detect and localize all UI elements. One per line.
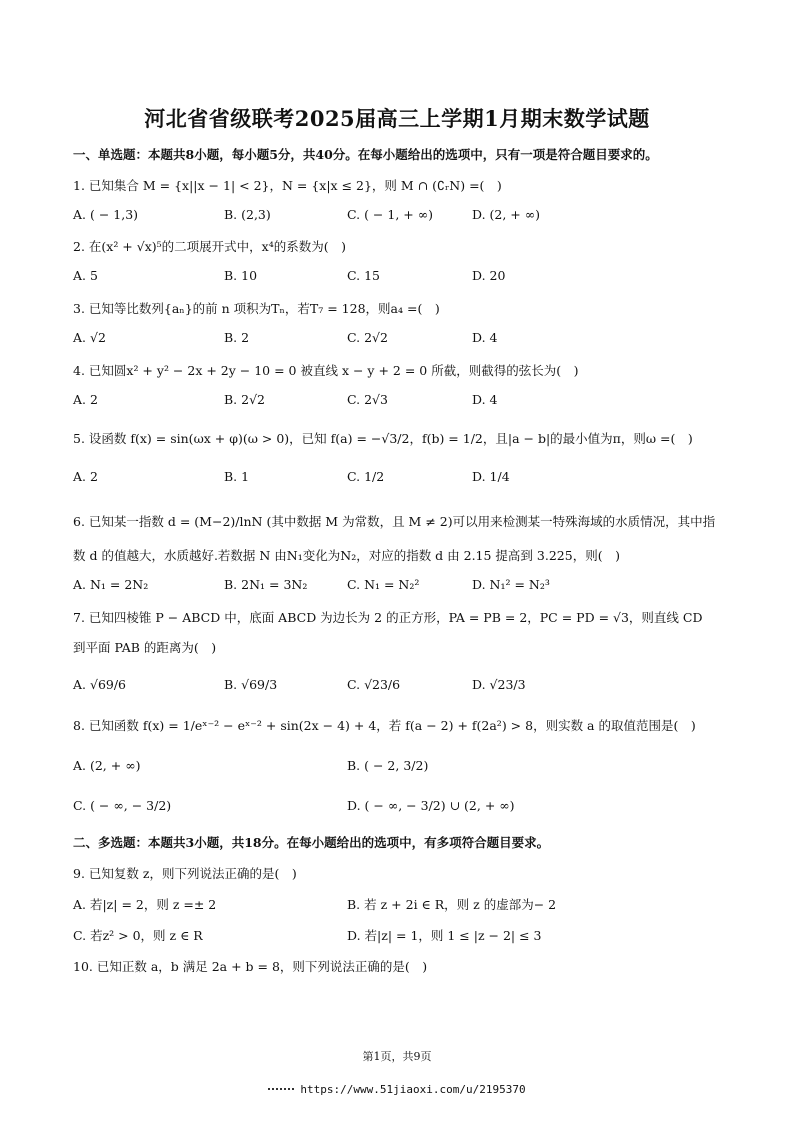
q4-option-b: B. 2√2 xyxy=(224,392,266,407)
q2-option-a: A. 5 xyxy=(73,268,98,283)
question-3: 3. 已知等比数列{aₙ}的前 n 项积为Tₙ，若T₇ = 128，则a₄ =( ) xyxy=(73,301,440,316)
q4-option-a: A. 2 xyxy=(73,392,98,407)
q3-option-b: B. 2 xyxy=(224,330,250,345)
q5-option-b: B. 1 xyxy=(224,469,250,484)
q9-option-b: B. 若 z + 2i ∈ R，则 z 的虚部为− 2 xyxy=(347,897,557,912)
q3-option-c: C. 2√2 xyxy=(347,330,388,345)
q8-option-b: B. ( − 2, 3/2) xyxy=(347,758,429,773)
q1-option-d: D. (2, + ∞) xyxy=(472,207,541,222)
q8-option-c: C. ( − ∞, − 3/2) xyxy=(73,798,172,813)
q3-option-d: D. 4 xyxy=(472,330,498,345)
q2-option-d: D. 20 xyxy=(472,268,506,283)
watermark-mark-icon xyxy=(268,1088,294,1093)
question-10: 10. 已知正数 a，b 满足 2a + b = 8，则下列说法正确的是( ) xyxy=(73,959,428,974)
q2-option-c: C. 15 xyxy=(347,268,380,283)
question-7-line-1: 7. 已知四棱锥 P − ABCD 中，底面 ABCD 为边长为 2 的正方形，PA = PB = 2，PC = PD = √3，则直线 CD xyxy=(73,610,703,625)
q7-option-c: C. √23/6 xyxy=(347,677,401,692)
q9-option-d: D. 若|z| = 1，则 1 ≤ |z − 2| ≤ 3 xyxy=(347,928,542,943)
q7-option-a: A. √69/6 xyxy=(73,677,127,692)
section-multi-choice-heading: 二、多选题：本题共3小题，共18分。在每小题给出的选项中，有多项符合题目要求。 xyxy=(73,835,550,850)
q4-option-c: C. 2√3 xyxy=(347,392,388,407)
question-5: 5. 设函数 f(x) = sin(ωx + φ)(ω > 0)，已知 f(a) = −√3/2，f(b) = 1/2，且|a − b|的最小值为π，则ω =( ) xyxy=(73,431,693,446)
watermark xyxy=(0,1083,794,1096)
q6-option-c: C. N₁ = N₂² xyxy=(347,577,420,592)
page-title: 河北省省级联考2025届高三上学期1月期末数学试题 xyxy=(144,106,650,131)
q1-option-c: C. ( − 1, + ∞) xyxy=(347,207,433,222)
q3-option-a: A. √2 xyxy=(73,330,106,345)
q1-option-b: B. (2,3) xyxy=(224,207,271,222)
q5-option-c: C. 1/2 xyxy=(347,469,385,484)
q1-option-a: A. ( − 1,3) xyxy=(73,207,139,222)
q8-option-a: A. (2, + ∞) xyxy=(73,758,141,773)
q4-option-d: D. 4 xyxy=(472,392,498,407)
watermark-url: https://www.51jiaoxi.com/u/2195370 xyxy=(300,1083,526,1096)
question-1: 1. 已知集合 M = {x||x − 1| < 2}，N = {x|x ≤ 2}，则 M ∩ (∁ᵣN) =( ) xyxy=(73,178,502,193)
q9-option-a: A. 若|z| = 2，则 z =± 2 xyxy=(73,897,217,912)
question-8: 8. 已知函数 f(x) = 1/eˣ⁻² − eˣ⁻² + sin(2x − 4) + 4，若 f(a − 2) + f(2a²) > 8，则实数 a 的取值范围是( ) xyxy=(73,718,696,733)
q7-option-b: B. √69/3 xyxy=(224,677,278,692)
q6-option-d: D. N₁² = N₂³ xyxy=(472,577,550,592)
q9-option-c: C. 若z² > 0，则 z ∈ R xyxy=(73,928,203,943)
question-6-line-2: 数 d 的值越大，水质越好.若数据 N 由N₁变化为N₂，对应的指数 d 由 2.15 提高到 3.225，则( ) xyxy=(73,548,620,563)
question-6-line-1: 6. 已知某一指数 d = (M−2)/lnN (其中数据 M 为常数，且 M ≠ 2)可以用来检测某一特殊海域的水质情况，其中指 xyxy=(73,514,716,529)
q7-option-d: D. √23/3 xyxy=(472,677,526,692)
question-9: 9. 已知复数 z，则下列说法正确的是( ) xyxy=(73,866,297,881)
q6-option-a: A. N₁ = 2N₂ xyxy=(73,577,149,592)
q6-option-b: B. 2N₁ = 3N₂ xyxy=(224,577,308,592)
q5-option-a: A. 2 xyxy=(73,469,98,484)
q5-option-d: D. 1/4 xyxy=(472,469,510,484)
question-4: 4. 已知圆x² + y² − 2x + 2y − 10 = 0 被直线 x − y + 2 = 0 所截，则截得的弦长为( ) xyxy=(73,363,579,378)
question-7-line-2: 到平面 PAB 的距离为( ) xyxy=(73,640,217,655)
section-single-choice-heading: 一、单选题：本题共8小题，每小题5分，共40分。在每小题给出的选项中，只有一项是符合题目要求的。 xyxy=(73,147,658,162)
q2-option-b: B. 10 xyxy=(224,268,258,283)
q8-option-d: D. ( − ∞, − 3/2) ∪ (2, + ∞) xyxy=(347,798,515,813)
page-number: 第1页，共9页 xyxy=(362,1050,432,1063)
question-2: 2. 在(x² + √x)⁵的二项展开式中，x⁴的系数为( ) xyxy=(73,239,346,254)
